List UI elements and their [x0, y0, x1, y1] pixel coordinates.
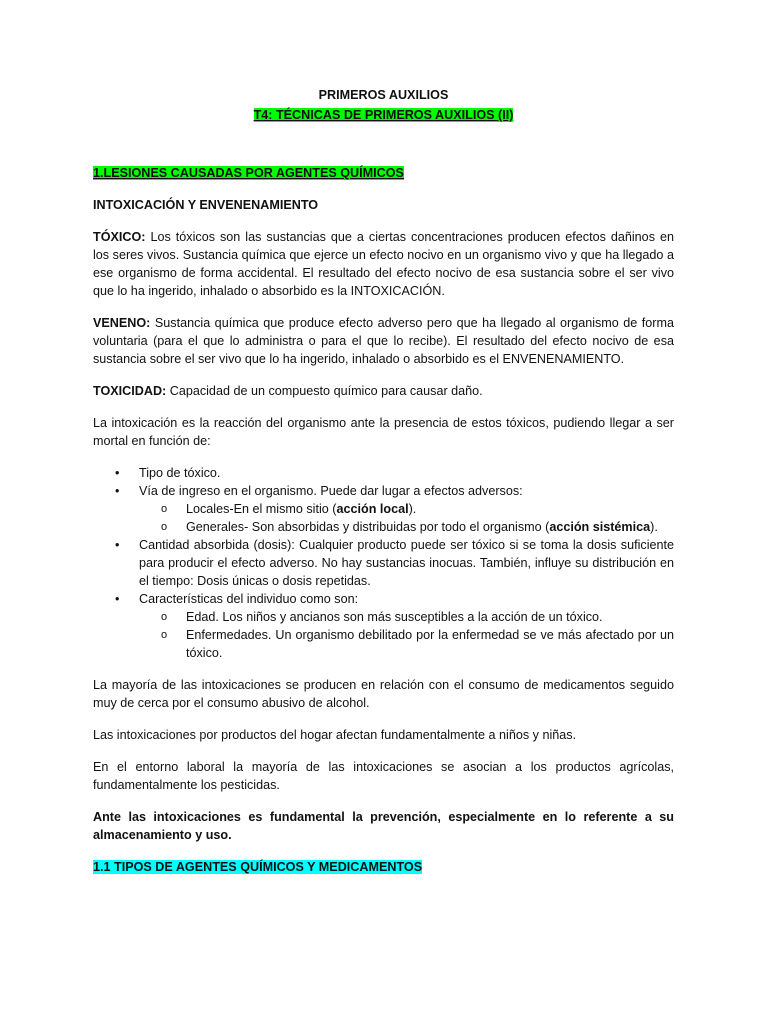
sub-item-bold: acción sistémica: [549, 520, 651, 534]
sub-item-text-end: ).: [650, 520, 658, 534]
sub-item-text: Enfermedades. Un organismo debilitado por la enfermedad se ve más afectado por un tóxico.: [186, 628, 674, 660]
sub-item-text: Locales-En el mismo sitio (: [186, 502, 337, 516]
sub-list-item: [139, 626, 674, 662]
sub-bullet-icon: o: [161, 521, 168, 533]
subtitle-highlight: T4: TÉCNICAS DE PRIMEROS AUXILIOS (II): [253, 108, 514, 122]
list-item-text: Cantidad absorbida (dosis): Cualquier producto puede ser tóxico si se toma la dosis suficiente para producir el efecto adverso. No hay sustancias inocuas. También, influye su distribución en el tiempo: Dosis únicas o dosis repetidas.: [139, 538, 674, 588]
sub-item-text-end: ).: [408, 502, 417, 516]
paragraph-intro: La intoxicación es la reacción del organismo ante la presencia de estos tóxicos, pudiendo llegar a ser mortal en función de:: [93, 416, 674, 448]
list-item-text: Características del individuo como son:: [139, 592, 359, 606]
term-toxicidad: TOXICIDAD:: [93, 384, 167, 398]
sub-bullet-icon: o: [161, 611, 168, 623]
section-heading-1: [93, 164, 674, 182]
list-item: [93, 482, 674, 536]
sub-list-item: [139, 518, 674, 536]
section-1-highlight: 1.LESIONES CAUSADAS POR AGENTES QUÍMICOS: [93, 166, 404, 180]
sub-list-item: [139, 608, 674, 626]
document-title: PRIMEROS AUXILIOS: [318, 88, 449, 102]
sub-bullet-icon: o: [161, 503, 168, 515]
paragraph-medicamentos: La mayoría de las intoxicaciones se producen en relación con el consumo de medicamentos seguido muy de cerca por el consumo abusivo de alcohol.: [93, 678, 674, 710]
sub-item-text: Edad. Los niños y ancianos son más susceptibles a la acción de un tóxico.: [186, 610, 603, 624]
sub-list: [139, 608, 674, 662]
sub-item-text: Generales- Son absorbidas y distribuidas por todo el organismo (: [186, 520, 550, 534]
list-item: [93, 590, 674, 662]
text-toxicidad: Capacidad de un compuesto químico para causar daño.: [166, 384, 483, 398]
bullet-icon: •: [115, 592, 120, 606]
list-item-text: Tipo de tóxico.: [139, 466, 221, 480]
text-veneno: Sustancia química que produce efecto adverso pero que ha llegado al organismo de forma voluntaria (para el que lo administra o para el que lo recibe). El resultado del efecto nocivo de esa sustancia sobre el ser vivo que lo ha ingerido, inhalado o absorbido es el ENVENENAMIENTO.: [93, 316, 674, 366]
paragraph-hogar: Las intoxicaciones por productos del hogar afectan fundamentalmente a niños y niñas.: [93, 728, 577, 742]
paragraph-veneno: [93, 314, 674, 368]
section-1-1-highlight: 1.1 TIPOS DE AGENTES QUÍMICOS Y MEDICAMENTOS: [93, 860, 423, 874]
paragraph-prevencion: Ante las intoxicaciones es fundamental la prevención, especialmente en lo referente a su almacenamiento y uso.: [93, 810, 674, 842]
paragraph-toxicidad: [93, 382, 674, 400]
paragraph-toxico: [93, 228, 674, 300]
subheading-intoxicacion: INTOXICACIÓN Y ENVENENAMIENTO: [93, 198, 319, 212]
list-item: [93, 464, 674, 482]
bullet-icon: •: [115, 466, 120, 480]
bullet-icon: •: [115, 484, 120, 498]
factors-list: [93, 464, 674, 662]
term-toxico: TÓXICO:: [93, 230, 146, 244]
document-body: [93, 86, 674, 876]
sub-list: [139, 500, 674, 536]
section-heading-1-1: [93, 858, 674, 876]
paragraph-laboral: En el entorno laboral la mayoría de las intoxicaciones se asocian a los productos agrícolas, fundamentalmente los pesticidas.: [93, 760, 674, 792]
list-item: [93, 536, 674, 590]
list-item-text: Vía de ingreso en el organismo. Puede dar lugar a efectos adversos:: [139, 484, 523, 498]
sub-item-bold: acción local: [336, 502, 409, 516]
document-subtitle: [93, 106, 674, 124]
sub-list-item: [139, 500, 674, 518]
sub-bullet-icon: o: [161, 629, 168, 641]
term-veneno: VENENO:: [93, 316, 151, 330]
bullet-icon: •: [115, 538, 120, 552]
text-toxico: Los tóxicos son las sustancias que a ciertas concentraciones producen efectos dañinos en los seres vivos. Sustancia química que ejerce un efecto nocivo en un organismo vivo y que ha llegado a ese organismo de forma accidental. El resultado del efecto nocivo de esa sustancia sobre el ser vivo que lo ha ingerido, inhalado o absorbido es la INTOXICACIÓN.: [93, 230, 674, 298]
